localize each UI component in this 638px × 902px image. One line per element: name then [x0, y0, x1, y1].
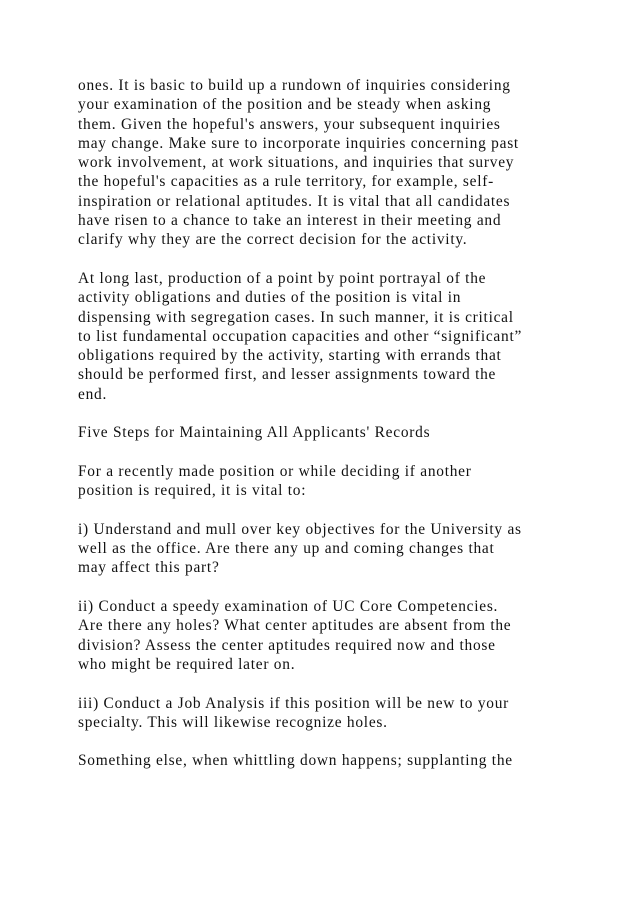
- text-line: the hopeful's capacities as a rule territory, for example, self-: [78, 173, 494, 191]
- text-line: clarify why they are the correct decision for the activity.: [78, 231, 468, 249]
- text-line: should be performed first, and lesser assignments toward the: [78, 366, 497, 384]
- text-line: inspiration or relational aptitudes. It is vital that all candidates: [78, 192, 511, 210]
- text-line: may affect this part?: [78, 559, 220, 577]
- paragraph: [78, 76, 578, 250]
- text-line: division? Assess the center aptitudes required now and those: [78, 636, 496, 654]
- paragraph: [78, 269, 578, 404]
- text-line: may change. Make sure to incorporate inquiries concerning past: [78, 134, 519, 152]
- text-line: your examination of the position and be steady when asking: [78, 96, 492, 114]
- text-line: At long last, production of a point by point portrayal of the: [78, 269, 487, 287]
- text-line: them. Given the hopeful's answers, your subsequent inquiries: [78, 115, 501, 133]
- paragraph: [78, 462, 578, 501]
- text-line: ii) Conduct a speedy examination of UC Core Competencies.: [78, 598, 499, 616]
- text-line: For a recently made position or while deciding if another: [78, 462, 472, 480]
- text-line: Five Steps for Maintaining All Applicants' Records: [78, 424, 431, 442]
- text-line: i) Understand and mull over key objectives for the University as: [78, 520, 522, 538]
- paragraph: [78, 694, 578, 733]
- text-line: end.: [78, 385, 108, 403]
- text-line: iii) Conduct a Job Analysis if this position will be new to your: [78, 694, 510, 712]
- text-line: who might be required later on.: [78, 655, 296, 673]
- text-line: position is required, it is vital to:: [78, 482, 307, 500]
- paragraph: [78, 751, 578, 770]
- text-line: to list fundamental occupation capacities and other “significant”: [78, 327, 523, 345]
- document-body: [78, 76, 578, 790]
- text-line: ones. It is basic to build up a rundown of inquiries considering: [78, 77, 511, 94]
- text-line: work involvement, at work situations, and inquiries that survey: [78, 154, 515, 172]
- text-line: dispensing with segregation cases. In such manner, it is critical: [78, 308, 514, 326]
- text-line: obligations required by the activity, starting with errands that: [78, 347, 502, 365]
- paragraph: [78, 597, 578, 674]
- text-line: have risen to a chance to take an interest in their meeting and: [78, 212, 502, 230]
- text-line: well as the office. Are there any up and coming changes that: [78, 540, 495, 558]
- text-line: Are there any holes? What center aptitudes are absent from the: [78, 617, 512, 635]
- paragraph: [78, 520, 578, 578]
- text-line: specialty. This will likewise recognize holes.: [78, 713, 388, 731]
- text-line: Something else, when whittling down happens; supplanting the: [78, 752, 513, 770]
- text-line: activity obligations and duties of the position is vital in: [78, 289, 462, 307]
- paragraph: [78, 423, 578, 442]
